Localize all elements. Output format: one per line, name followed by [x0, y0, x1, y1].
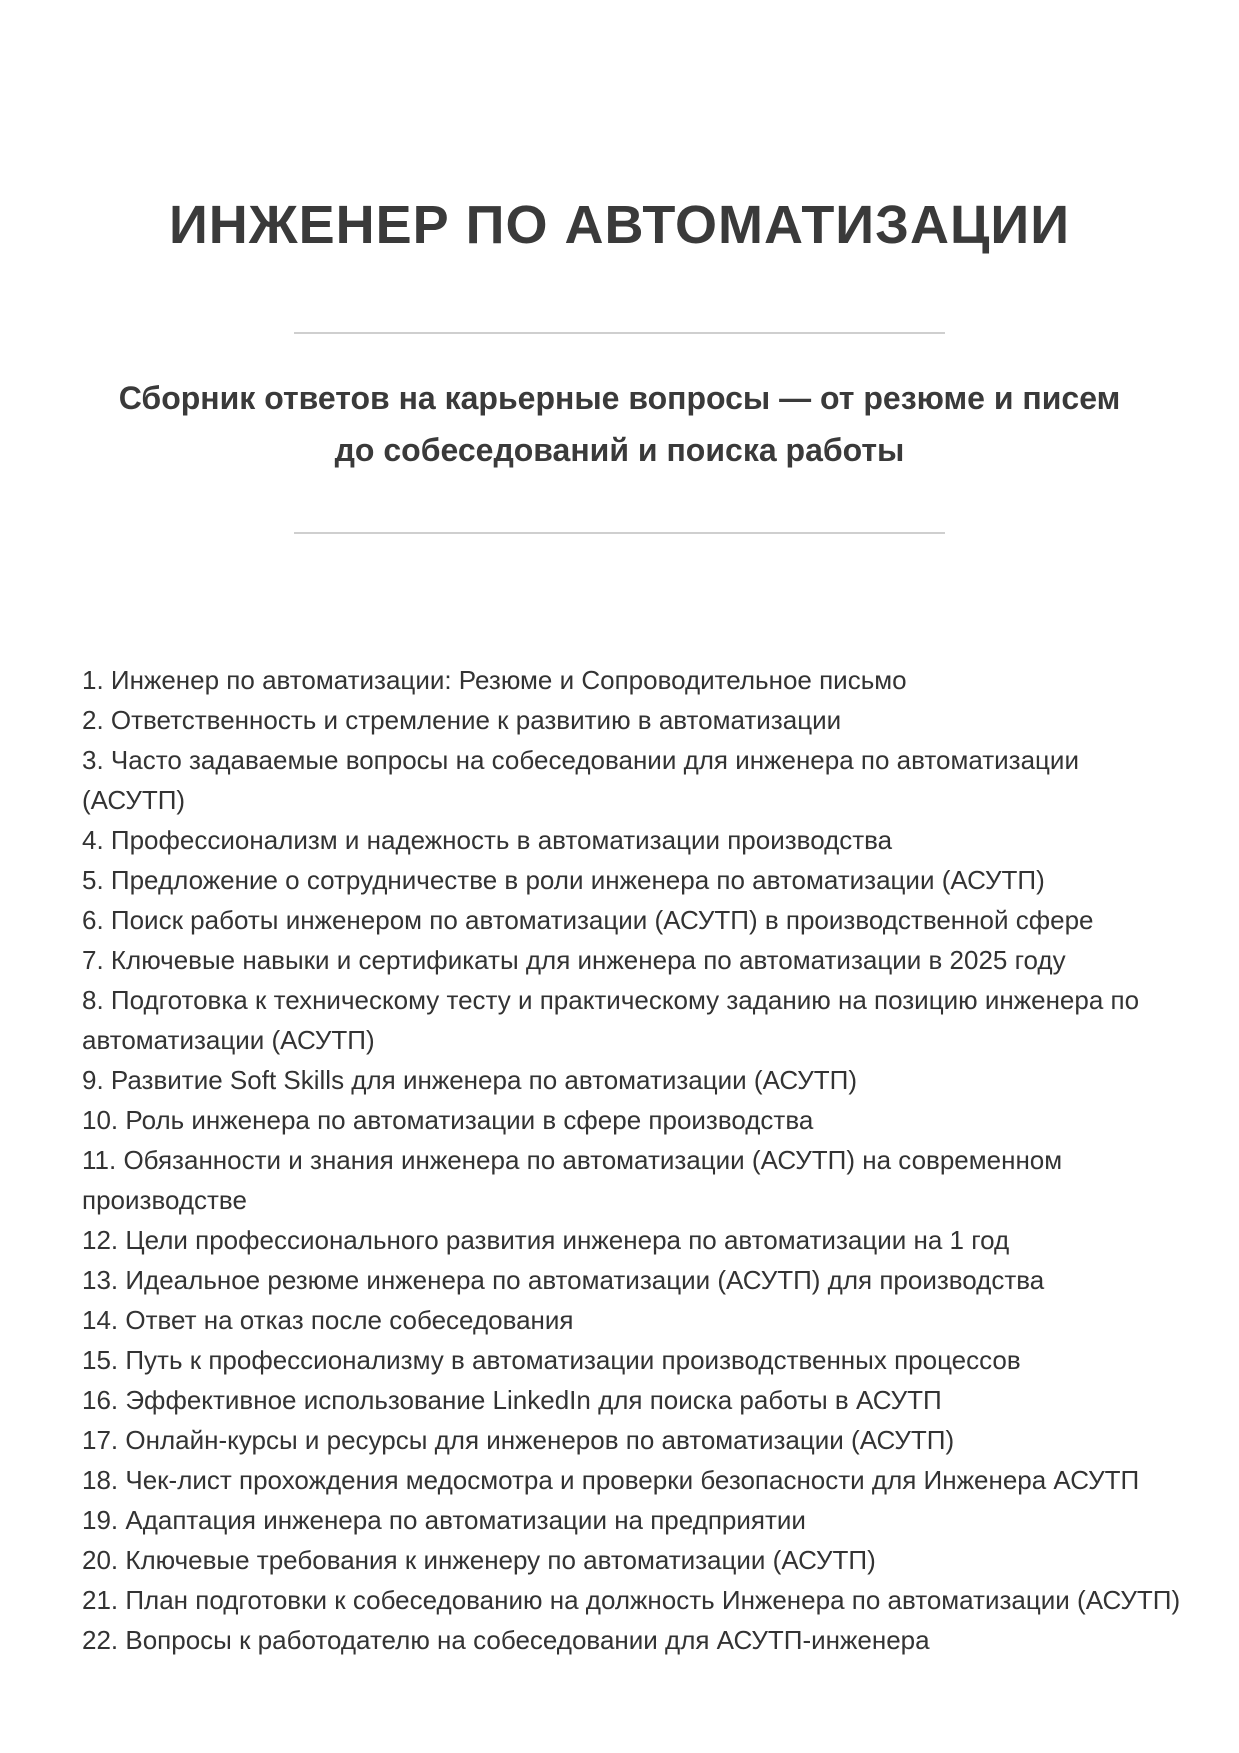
toc-item-15: 15. Путь к профессионализму в автоматизации производственных процессов: [82, 1345, 1021, 1375]
toc-item-16: 16. Эффективное использование LinkedIn для поиска работы в АСУТП: [82, 1385, 942, 1415]
divider-line-bottom: [294, 532, 945, 534]
toc-item-5: 5. Предложение о сотрудничестве в роли инженера по автоматизации (АСУТП): [82, 865, 1045, 895]
toc-item-9: 9. Развитие Soft Skills для инженера по автоматизации (АСУТП): [82, 1065, 857, 1095]
toc-item-20: 20. Ключевые требования к инженеру по автоматизации (АСУТП): [82, 1545, 876, 1575]
toc-item-12: 12. Цели профессионального развития инженера по автоматизации на 1 год: [82, 1225, 1010, 1255]
toc-item-19: 19. Адаптация инженера по автоматизации на предприятии: [82, 1505, 806, 1535]
toc-item-17: 17. Онлайн-курсы и ресурсы для инженеров по автоматизации (АСУТП): [82, 1425, 955, 1455]
toc-item-21: 21. План подготовки к собеседованию на должность Инженера по автоматизации (АСУТП): [82, 1585, 1181, 1615]
toc-item-2: 2. Ответственность и стремление к развитию в автоматизации: [82, 705, 842, 735]
toc-item-1: 1. Инженер по автоматизации: Резюме и Сопроводительное письмо: [82, 665, 907, 695]
toc-item-22: 22. Вопросы к работодателю на собеседовании для АСУТП-инженера: [82, 1625, 930, 1655]
toc-item-10: 10. Роль инженера по автоматизации в сфере производства: [82, 1105, 814, 1135]
toc-item-3: 3. Часто задаваемые вопросы на собеседовании для инженера по автоматизации (АСУТП): [82, 745, 1079, 815]
toc-item-18: 18. Чек-лист прохождения медосмотра и проверки безопасности для Инженера АСУТП: [82, 1465, 1140, 1495]
toc-item-4: 4. Профессионализм и надежность в автоматизации производства: [82, 825, 893, 855]
page-subtitle: Сборник ответов на карьерные вопросы — от резюме и писем до собеседований и поиска работы: [118, 380, 1121, 468]
toc-item-8: 8. Подготовка к техническому тесту и практическому заданию на позицию инженера по автоматизации (АСУТП): [82, 985, 1140, 1055]
divider-line-top: [294, 332, 945, 334]
toc-item-6: 6. Поиск работы инженером по автоматизации (АСУТП) в производственной сфере: [82, 905, 1094, 935]
toc-item-7: 7. Ключевые навыки и сертификаты для инженера по автоматизации в 2025 году: [82, 945, 1066, 975]
toc-item-13: 13. Идеальное резюме инженера по автоматизации (АСУТП) для производства: [82, 1265, 1045, 1295]
toc-item-14: 14. Ответ на отказ после собеседования: [82, 1305, 574, 1335]
toc-list: [82, 660, 1182, 1660]
toc-item-11: 11. Обязанности и знания инженера по автоматизации (АСУТП) на современном производстве: [82, 1145, 1063, 1215]
page-title: ИНЖЕНЕР ПО АВТОМАТИЗАЦИИ: [168, 195, 1071, 255]
